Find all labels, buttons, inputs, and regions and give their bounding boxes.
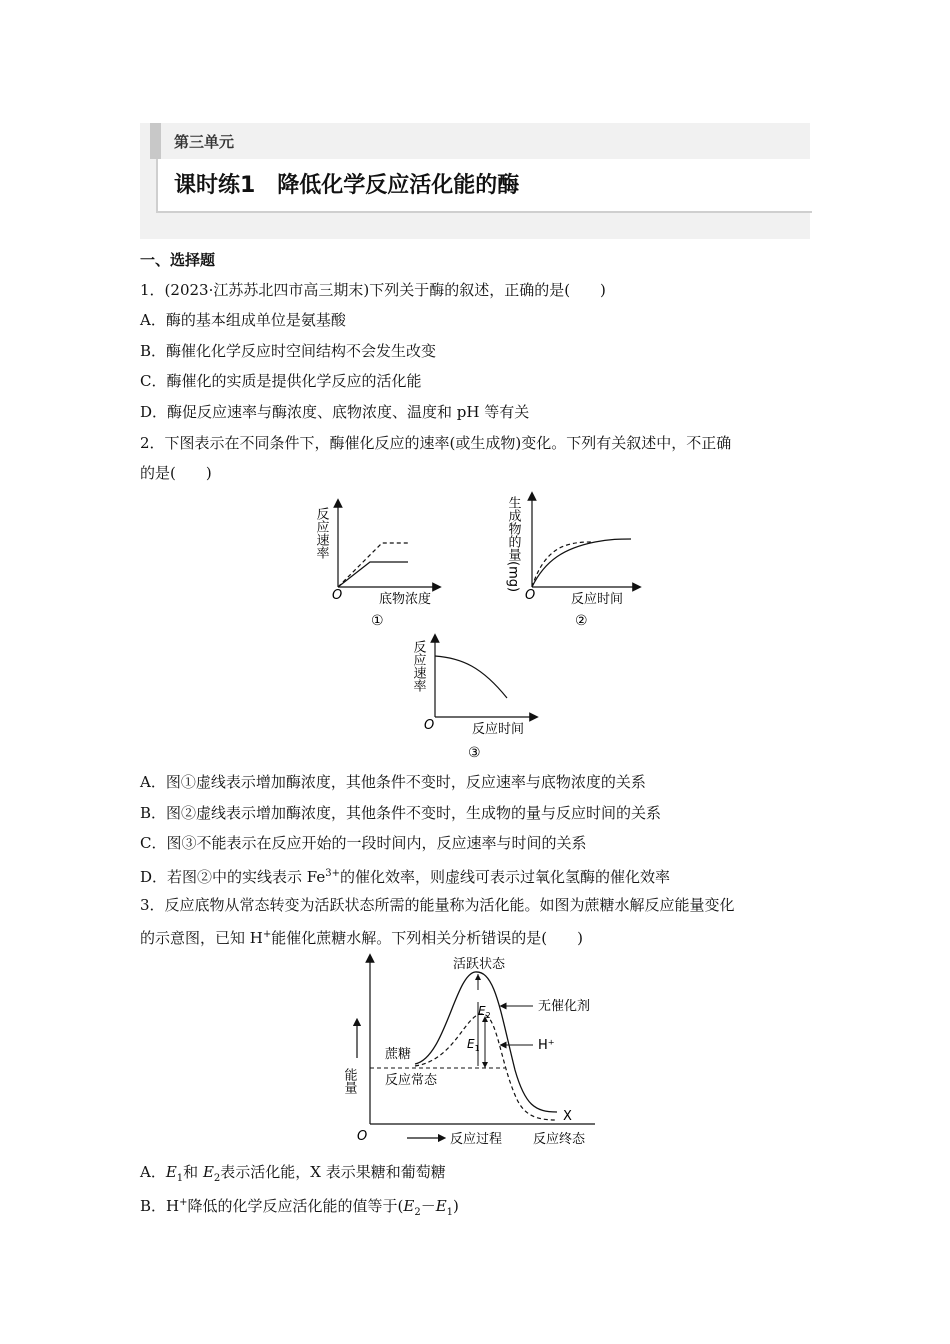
label-e1: $E_1$ xyxy=(467,1037,480,1053)
q3b-minus: － xyxy=(420,1197,436,1215)
label-origin: O xyxy=(357,1129,368,1144)
graph-2 xyxy=(505,490,645,630)
graph-1 xyxy=(315,495,445,630)
graph3-number: ③ xyxy=(468,745,481,761)
label-final: 反应终态 xyxy=(533,1132,586,1147)
q3-stem-sup: + xyxy=(262,929,272,940)
graph2-ylabel: 生成物的量(mg) xyxy=(505,496,521,593)
q1-stem: 1．(2023·江苏苏北四市高三期末)下列关于酶的叙述，正确的是( ) xyxy=(140,281,606,299)
q3-option-b xyxy=(140,1193,459,1223)
graph1-origin: O xyxy=(332,588,343,603)
graph2-origin: O xyxy=(525,588,536,603)
q3b-p1: B．H xyxy=(140,1197,180,1215)
q3a-p2: 和 xyxy=(183,1163,203,1181)
label-energy: 能量 xyxy=(341,1068,357,1094)
q3a-p1: A． xyxy=(140,1163,166,1181)
graph1-solid-line xyxy=(338,562,408,587)
q1-option-d: D．酶促反应速率与酶浓度、底物浓度、温度和 pH 等有关 xyxy=(140,403,530,421)
q3a-p3: 表示活化能，X 表示果糖和葡萄糖 xyxy=(220,1163,446,1181)
graph3-curve xyxy=(435,656,507,698)
unit-header xyxy=(140,123,810,239)
q1-option-c: C．酶催化的实质是提供化学反应的活化能 xyxy=(140,372,422,390)
q3-stem-line1: 3．反应底物从常态转变为活跃状态所需的能量称为活化能。如图为蔗糖水解反应能量变化 xyxy=(140,896,735,914)
q3b-e1: E xyxy=(435,1197,447,1215)
header-accent-bar xyxy=(150,123,161,159)
q2-option-c: C．图③不能表示在反应开始的一段时间内，反应速率与时间的关系 xyxy=(140,834,587,852)
section-heading: 一、选择题 xyxy=(140,251,216,269)
graph1-ylabel: 反应速率 xyxy=(313,507,329,559)
unit-label: 第三单元 xyxy=(174,133,235,151)
graph2-xlabel: 反应时间 xyxy=(571,592,624,607)
label-e2: $E_2$ xyxy=(478,1004,491,1020)
q2-stem-line2: 的是( ) xyxy=(140,464,212,482)
q2-option-a: A．图①虚线表示增加酶浓度，其他条件不变时，反应速率与底物浓度的关系 xyxy=(140,773,646,791)
graph-3 xyxy=(412,632,542,764)
q2-option-d-sup: 3+ xyxy=(325,868,341,879)
graph2-solid-curve xyxy=(532,539,631,587)
q2-option-b: B．图②虚线表示增加酶浓度，其他条件不变时，生成物的量与反应时间的关系 xyxy=(140,804,662,822)
graph3-xlabel: 反应时间 xyxy=(472,722,525,737)
graph3-ylabel: 反应速率 xyxy=(410,640,426,692)
label-x: X xyxy=(563,1109,572,1124)
graph1-xlabel: 底物浓度 xyxy=(379,592,432,607)
page-title: 课时练1 降低化学反应活化能的酶 xyxy=(174,173,520,198)
label-active: 活跃状态 xyxy=(453,957,506,972)
q3a-e2: E xyxy=(202,1163,214,1181)
q3-stem-line2 xyxy=(140,925,583,948)
q3b-sup: + xyxy=(179,1197,188,1208)
q3-stem-pre: 的示意图，已知 H xyxy=(140,929,263,947)
q3b-s2: 2 xyxy=(414,1207,421,1218)
q3-option-a xyxy=(140,1162,446,1189)
q3b-e2: E xyxy=(403,1197,415,1215)
q3a-s2: 2 xyxy=(213,1173,221,1184)
label-nocat: 无催化剂 xyxy=(538,999,591,1014)
q3b-p2: 降低的化学反应活化能的值等于( xyxy=(187,1197,404,1215)
graph3-origin: O xyxy=(424,718,435,733)
no-catalyst-curve xyxy=(415,972,557,1112)
label-normal: 反应常态 xyxy=(385,1073,438,1088)
graph1-number: ① xyxy=(371,613,384,629)
graph1-dashed-line xyxy=(338,543,408,587)
label-sucrose: 蔗糖 xyxy=(385,1047,412,1062)
q1-option-a: A．酶的基本组成单位是氨基酸 xyxy=(140,311,346,329)
q3b-s1: 1 xyxy=(446,1207,454,1218)
q2-option-d-pre: D．若图②中的实线表示 Fe xyxy=(140,868,326,886)
energy-diagram xyxy=(341,950,610,1150)
q1-option-b: B．酶催化化学反应时空间结构不会发生改变 xyxy=(140,342,437,360)
q2-option-d-post: 的催化效率，则虚线可表示过氧化氢酶的催化效率 xyxy=(340,868,671,886)
q3-stem-post: 能催化蔗糖水解。下列相关分析错误的是( ) xyxy=(271,929,583,947)
catalyst-curve xyxy=(415,1014,557,1120)
graph2-number: ② xyxy=(575,613,588,629)
q3b-p3: ) xyxy=(453,1197,459,1215)
q2-option-d xyxy=(140,864,670,887)
q3a-e1: E xyxy=(165,1163,177,1181)
q3a-s1: 1 xyxy=(176,1173,184,1184)
label-process: 反应过程 xyxy=(450,1132,503,1147)
graph2-dashed-curve xyxy=(532,542,593,587)
q2-stem-line1: 2．下图表示在不同条件下，酶催化反应的速率(或生成物)变化。下列有关叙述中，不正确 xyxy=(140,434,732,452)
label-hplus: H⁺ xyxy=(538,1038,555,1053)
